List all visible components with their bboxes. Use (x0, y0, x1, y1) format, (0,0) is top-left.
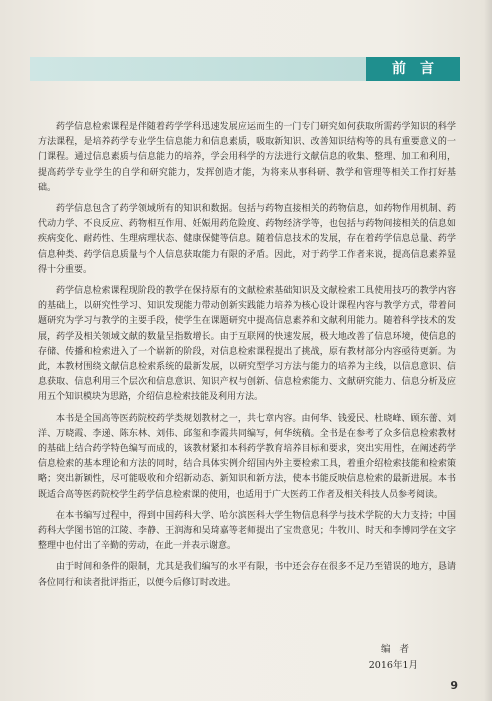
page-number: 9 (450, 679, 458, 692)
paragraph-4: 本书是全国高等医药院校药学类规划教材之一，共七章内容。由何华、钱爱民、杜晓峰、顾东蕾、刘洋、万晓霞、李递、陈东林、刘伟、邱玺和李霞共同编写，何华统稿。全书是在参考了众多信息检索教材的基础上结合药学特色编写而成的，该教材紧扣本科药学教育培养目标和要求，突出实用性，在阐述药学信息检索的基本理论和方法的同时，结合具体实例介绍国内外主要检索工具，着重介绍检索技能和检索策略；突出新颖性，尽可能吸收和介绍新动态、新知识和新方法，使本书能反映信息检索的最新进展。本书既适合高等医药院校学生药学信息检索课的使用，也适用于广大医药工作者及相关科技人员参考阅读。 (38, 413, 456, 500)
paragraph-6: 由于时间和条件的限制，尤其是我们编写的水平有限，书中还会存在很多不足乃至错误的地方，恳请各位同行和读者批评指正，以便今后修订时改进。 (38, 562, 456, 588)
signature-editor: 编者 (380, 644, 418, 655)
paragraph-1: 药学信息检索课程是伴随着药学学科迅速发展应运而生的一门专门研究如何获取所需药学知识的科学方法课程，是培养药学专业学生信息能力和信息素质，吸取新知识、改善知识结构等的具有重要意义的一门课程。通过信息素质与信息能力的培养，学会用科学的方法进行文献信息的收集、整理、加工和利用，提高药学专业学生的自学和研究能力，发挥创造才能，为将来从事科研、教学和管理等相关工作打好基础。 (38, 122, 456, 193)
paragraph-5: 在本书编写过程中，得到中国药科大学、哈尔滨医科大学生物信息科学与技术学院的大力支持；中国药科大学图书馆的江陵、李静、王润海和吴琦嘉等老师提出了宝贵意见；牛牧川、时天和李博同学在文字整理中也付出了辛勤的劳动，在此一并表示谢意。 (38, 510, 456, 552)
chapter-header-bar (30, 57, 460, 81)
page-edge-shadow (484, 0, 492, 701)
preface-body (38, 120, 456, 597)
paragraph-3: 药学信息检索课程现阶段的教学在保持原有的文献检索基础知识及文献检索工具使用技巧的教学内容的基础上，以研究性学习、知识发现能力带动创新实践能力培养为核心设计课程内容与教学方式，带着问题研究为学习与教学的主要手段，使学生在课题研究中提高信息素养和文献利用能力。随着科学技术的发展，药学及相关领域文献的数量呈指数增长。由于互联网的快速发展，极大地改善了信息环境，使信息的存储、传播和检索进入了一个崭新的阶段，对信息检索课程提出了挑战，原有教材部分内容亟待更新。为此，本教材围绕文献信息检索系统的最新发展，以研究型学习方法与能力的培养为主线，以信息意识、信息获取、信息利用三个层次和信息意识、知识产权与创新、信息检索能力、文献研究能力、信息分析及应用五个知识模块为思路，介绍信息检索技能及利用方法。 (38, 286, 456, 403)
signature-date: 2016年1月 (368, 660, 418, 671)
chapter-title: 前言 (366, 57, 460, 81)
paragraph-2: 药学信息包含了药学领域所有的知识和数据。包括与药物直接相关的药物信息，如药物作用机制、药代动力学、不良反应、药物相互作用、妊娠用药危险度、药物经济学等，也包括与药物间接相关的信息如疾病变化、耐药性、生理病理状态、健康保健等信息。随着信息技术的发展，存在着药学信息总量、药学信息种类、药学信息质量与个人信息获取能力有限的矛盾。因此，对于药学工作者来说，提高信息素养显得十分重要。 (38, 204, 456, 275)
